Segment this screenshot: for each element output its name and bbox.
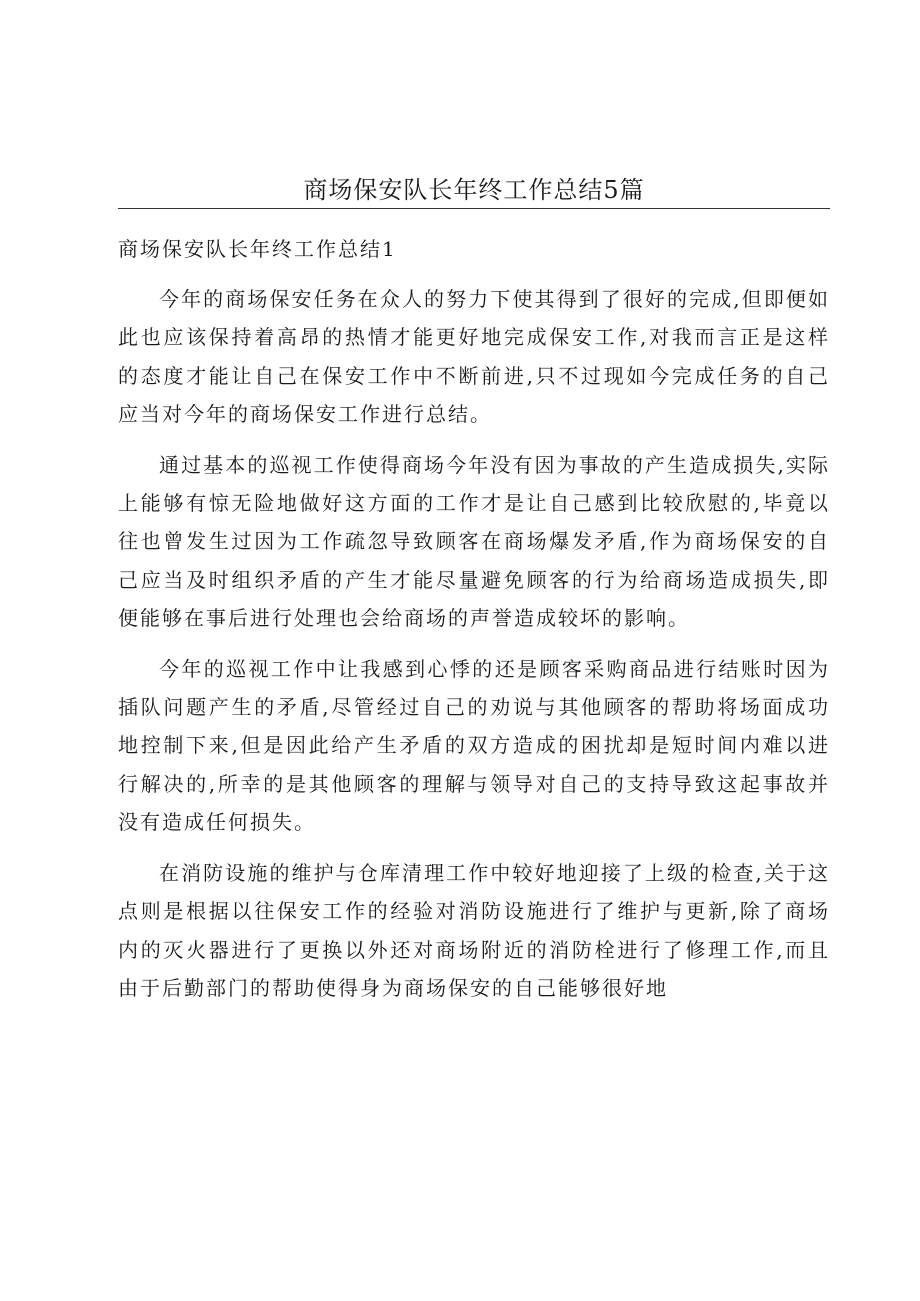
paragraph: 今年的巡视工作中让我感到心悸的还是顾客采购商品进行结账时因为插队问题产生的矛盾,尽管经过自己的劝说与其他顾客的帮助将场面成功地控制下来,但是因此给产生矛盾的双方造成的困扰却是短时间内难以进行解决的,所幸的是其他顾客的理解与领导对自己的支持导致这起事故并没有造成任何损失。: [118, 656, 830, 835]
section-heading: 商场保安队长年终工作总结1: [118, 237, 397, 261]
document-title: 商场保安队长年终工作总结5篇: [303, 176, 645, 204]
body-text: [118, 280, 830, 1019]
paragraph: 在消防设施的维护与仓库清理工作中较好地迎接了上级的检查,关于这点则是根据以往保安工作的经验对消防设施进行了维护与更新,除了商场内的灭火器进行了更换以外还对商场附近的消防栓进行了修理工作,而且由于后勤部门的帮助使得身为商场保安的自己能够很好地: [118, 860, 830, 1000]
title-divider: [118, 208, 830, 209]
paragraph: 通过基本的巡视工作使得商场今年没有因为事故的产生造成损失,实际上能够有惊无险地做好这方面的工作才是让自己感到比较欣慰的,毕竟以往也曾发生过因为工作疏忽导致顾客在商场爆发矛盾,作为商场保安的自己应当及时组织矛盾的产生才能尽量避免顾客的行为给商场造成损失,即便能够在事后进行处理也会给商场的声誉造成较坏的影响。: [118, 452, 830, 631]
paragraph: 今年的商场保安任务在众人的努力下使其得到了很好的完成,但即便如此也应该保持着高昂的热情才能更好地完成保安工作,对我而言正是这样的态度才能让自己在保安工作中不断前进,只不过现如今完成任务的自己应当对今年的商场保安工作进行总结。: [118, 287, 830, 427]
